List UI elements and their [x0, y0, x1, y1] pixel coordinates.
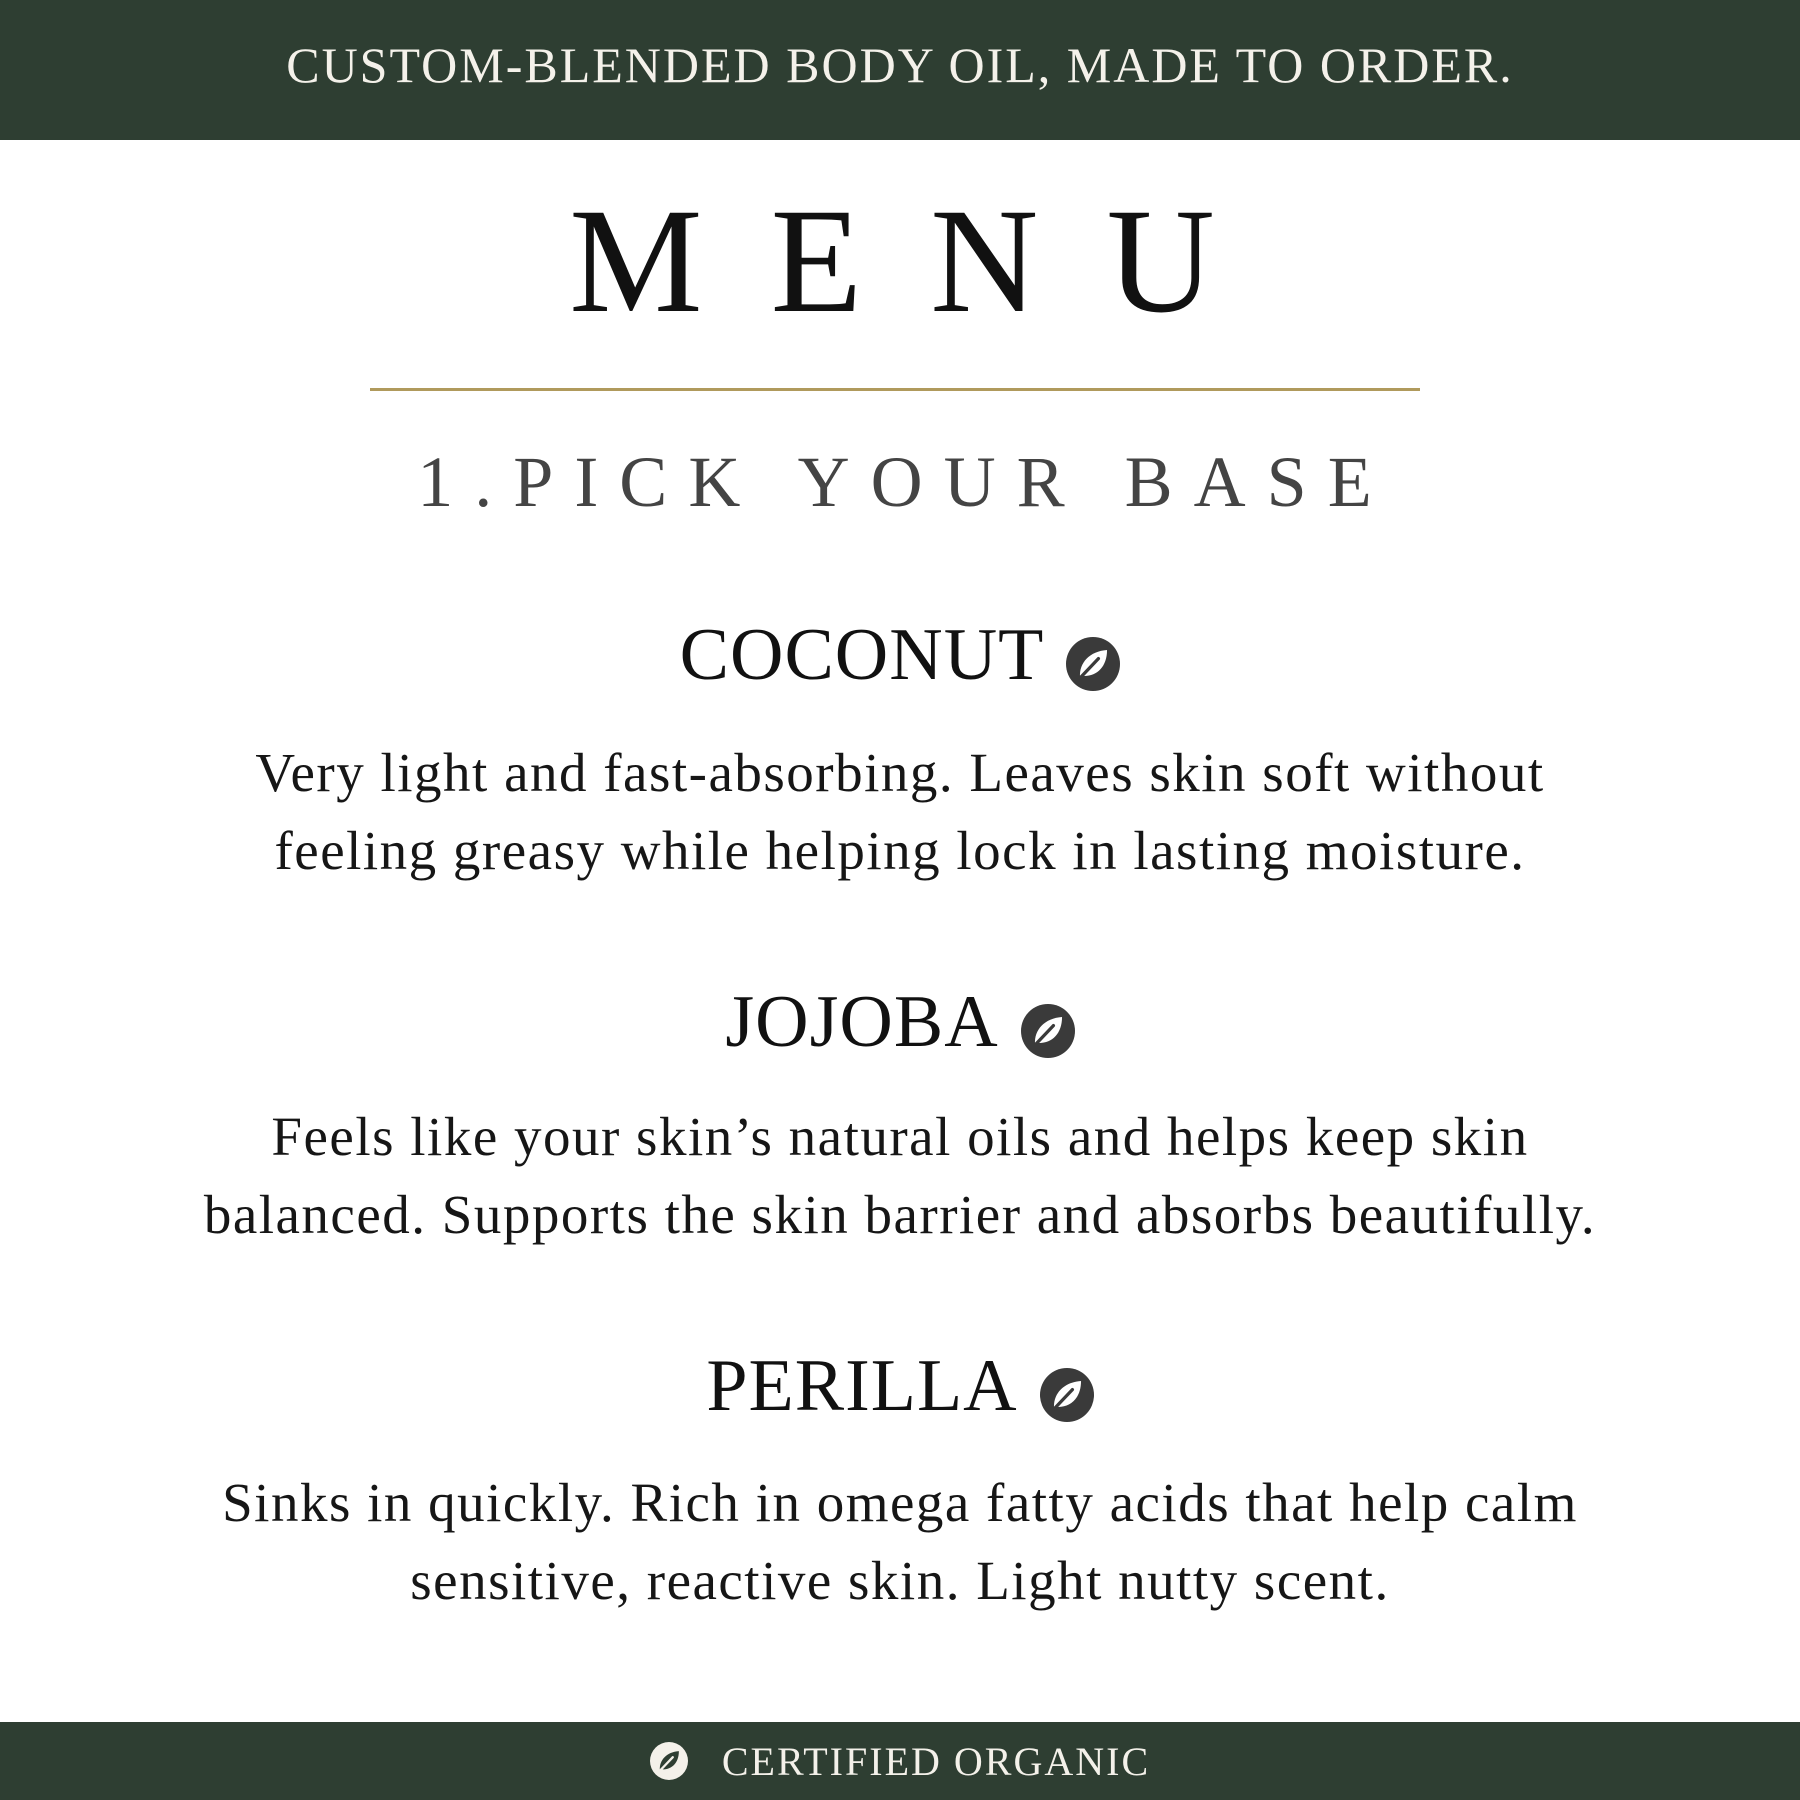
- leaf-icon: [650, 1742, 688, 1780]
- item-name-perilla: [0, 1346, 1800, 1426]
- description-line: sensitive, reactive skin. Light nutty scent.: [410, 1550, 1390, 1611]
- item-description-coconut: [60, 734, 1740, 890]
- divider: [370, 388, 1420, 391]
- bottom-banner: [0, 1722, 1800, 1800]
- certified-organic-label: CERTIFIED ORGANIC: [721, 1738, 1151, 1784]
- description-line: Very light and fast-absorbing. Leaves skin soft without: [255, 742, 1545, 803]
- item-name-text: JOJOBA: [725, 981, 999, 1063]
- item-description-jojoba: [60, 1098, 1740, 1254]
- description-line: Sinks in quickly. Rich in omega fatty acids that help calm: [222, 1472, 1578, 1533]
- page-title: MENU: [569, 178, 1283, 344]
- leaf-icon: [1040, 1368, 1094, 1422]
- item-name-text: PERILLA: [706, 1345, 1018, 1427]
- section-heading: 1.PICK YOUR BASE: [417, 442, 1393, 522]
- item-name-text: COCONUT: [679, 614, 1045, 696]
- top-banner-text: CUSTOM-BLENDED BODY OIL, MADE TO ORDER.: [286, 37, 1514, 93]
- item-description-perilla: [60, 1464, 1740, 1620]
- item-name-coconut: [0, 615, 1800, 695]
- leaf-icon: [1066, 637, 1120, 691]
- leaf-icon: [1021, 1004, 1075, 1058]
- description-line: Feels like your skin’s natural oils and helps keep skin: [271, 1106, 1529, 1167]
- top-banner: [0, 0, 1800, 140]
- item-name-jojoba: [0, 982, 1800, 1062]
- description-line: feeling greasy while helping lock in lasting moisture.: [274, 820, 1526, 881]
- description-line: balanced. Supports the skin barrier and absorbs beautifully.: [203, 1184, 1597, 1245]
